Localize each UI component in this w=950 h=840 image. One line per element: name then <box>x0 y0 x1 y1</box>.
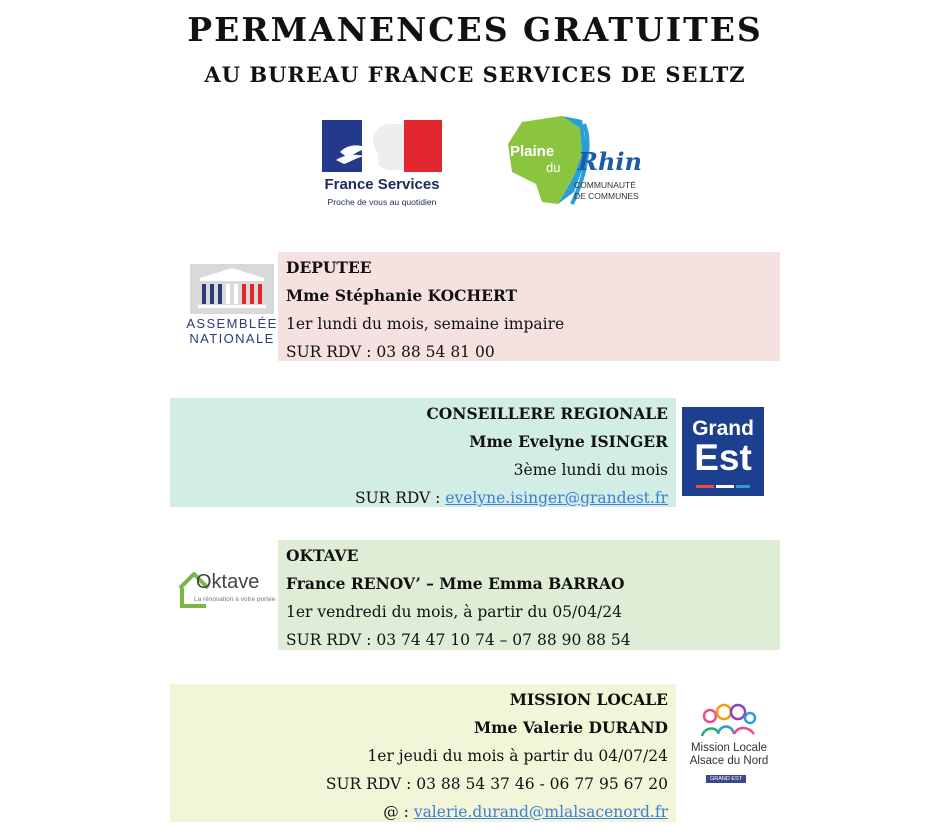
mission-locale-name: Mission Locale Alsace du Nord <box>689 742 769 767</box>
assemblee-text: ASSEMBLÉE NATIONALE <box>186 316 278 346</box>
mission-email-link[interactable]: valerie.durand@mlalsacenord.fr <box>413 803 668 821</box>
oktave-contact: SUR RDV : 03 74 47 10 74 – 07 88 90 88 54 <box>286 631 631 649</box>
oktave-name-line: France RENOV’ – Mme Emma BARRAO <box>286 574 625 593</box>
france-services-tagline: Proche de vous au quotidien <box>327 197 437 207</box>
deputee-schedule: 1er lundi du mois, semaine impaire <box>286 315 565 333</box>
mission-email-line <box>178 798 668 826</box>
grand-est-logo <box>682 407 764 496</box>
plaine-du-rhin-logo <box>502 114 652 210</box>
assemblee-building-icon <box>186 264 278 316</box>
conseillere-contact <box>178 484 668 512</box>
conseillere-name: Mme Evelyne ISINGER <box>469 432 668 451</box>
assemblee-nationale-logo <box>186 264 278 348</box>
oktave-heading: OKTAVE <box>286 546 359 565</box>
communaute-text: COMMUNAUTÉ DE COMMUNES <box>574 180 639 201</box>
mission-schedule: 1er jeudi du mois à partir du 04/07/24 <box>367 747 668 765</box>
mission-contact: SUR RDV : 03 88 54 37 46 - 06 77 95 67 20 <box>325 775 668 793</box>
mission-locale-logo <box>684 702 774 794</box>
conseillere-email-link[interactable]: evelyne.isinger@grandest.fr <box>445 489 668 507</box>
conseillere-contact-prefix: SUR RDV : <box>354 489 446 507</box>
france-services-name: France Services <box>324 176 440 193</box>
grand-est-stripes-icon <box>682 483 764 493</box>
mission-locale-section <box>170 684 676 822</box>
oktave-tagline: La rénovation à votre portée <box>194 596 276 603</box>
rhin-word: Rhin <box>578 147 642 176</box>
deputee-heading: DEPUTEE <box>286 258 372 277</box>
du-word: du <box>546 160 561 175</box>
marianne-icon <box>318 118 446 176</box>
deputee-contact: SUR RDV : 03 88 54 81 00 <box>286 343 495 361</box>
page-title: PERMANENCES GRATUITES <box>187 10 763 49</box>
mission-heading: MISSION LOCALE <box>509 690 668 709</box>
oktave-section <box>278 540 780 650</box>
conseillere-section <box>170 398 676 507</box>
mission-name: Mme Valerie DURAND <box>474 718 668 737</box>
people-icon <box>684 702 774 742</box>
deputee-section <box>278 252 780 361</box>
grand-est-line2: Est <box>694 437 752 478</box>
grand-est-line1: Grand <box>692 417 754 440</box>
oktave-name: Oktave <box>196 571 260 593</box>
plaine-word: Plaine <box>510 143 555 160</box>
page-subtitle: AU BUREAU FRANCE SERVICES DE SELTZ <box>204 62 746 87</box>
france-services-logo <box>318 118 446 212</box>
conseillere-schedule: 3ème lundi du mois <box>513 461 668 479</box>
mission-email-prefix: @ : <box>383 803 414 821</box>
deputee-name: Mme Stéphanie KOCHERT <box>286 286 518 305</box>
grand-est-badge: GRAND EST <box>706 775 746 783</box>
conseillere-heading: CONSEILLERE REGIONALE <box>426 404 668 423</box>
oktave-schedule: 1er vendredi du mois, à partir du 05/04/24 <box>286 603 622 621</box>
oktave-logo <box>174 570 284 614</box>
